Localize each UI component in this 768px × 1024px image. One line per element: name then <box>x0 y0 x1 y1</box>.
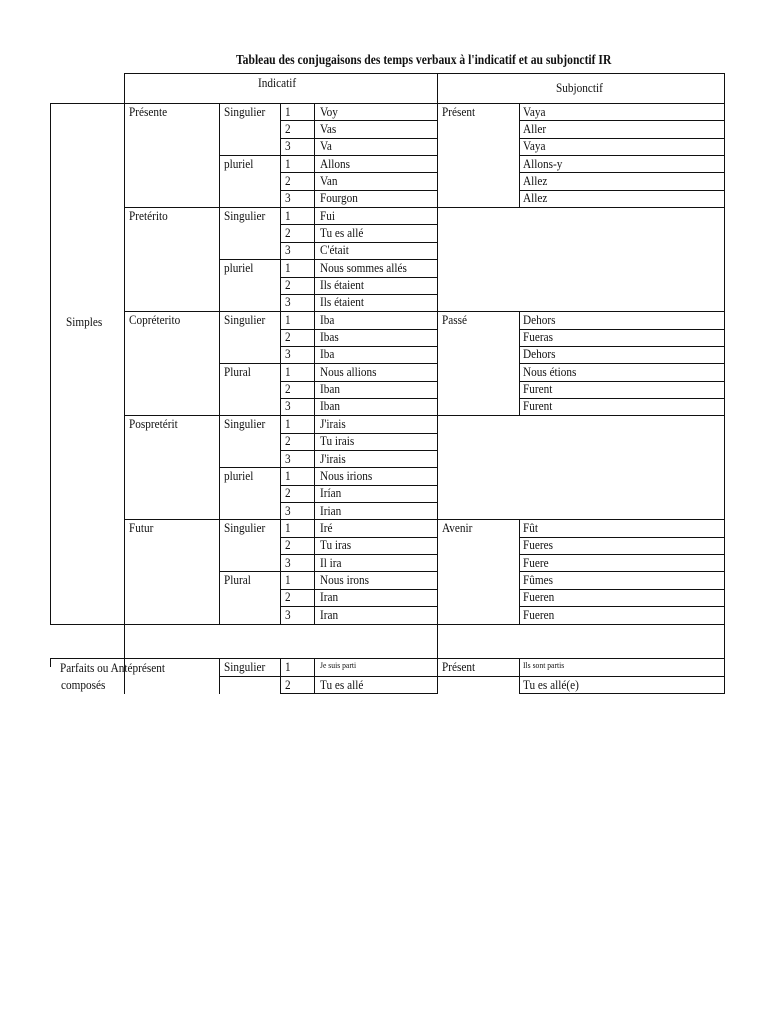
person-number: 2 <box>285 174 291 188</box>
subjonctif-form: Dehors <box>523 347 556 361</box>
subjonctif-form: Fueres <box>523 538 553 552</box>
column-rule <box>219 103 220 625</box>
indicatif-form: Fourgon <box>320 191 358 205</box>
person-number: 1 <box>285 209 291 223</box>
subjonctif-form: Vaya <box>523 139 546 153</box>
column-rule <box>280 658 281 694</box>
row-rule <box>124 73 725 74</box>
row-rule <box>280 693 438 694</box>
row-rule <box>124 311 725 312</box>
subjonctif-form: Fueren <box>523 590 555 604</box>
row-rule <box>280 155 438 156</box>
row-rule <box>519 693 725 694</box>
row-rule <box>280 398 438 399</box>
person-number: 1 <box>285 365 291 379</box>
indicatif-form: Nous sommes allés <box>320 261 407 275</box>
column-rule <box>437 658 438 694</box>
subjonctif-form: Fût <box>523 521 539 535</box>
column-rule <box>124 103 125 625</box>
column-rule <box>724 624 725 660</box>
subjonctif-form: Aller <box>523 122 547 136</box>
person-number: 3 <box>285 452 291 466</box>
person-number: 1 <box>285 313 291 327</box>
column-rule <box>124 73 125 104</box>
person-number: 3 <box>285 191 291 205</box>
indicatif-form: Ils étaient <box>320 278 365 292</box>
indicatif-form: Il ira <box>320 556 342 570</box>
row-rule <box>280 190 438 191</box>
subjonctif-tense: Avenir <box>442 521 473 535</box>
indicatif-form: J'irais <box>320 417 346 431</box>
indicatif-form: Irian <box>320 504 342 518</box>
column-rule <box>219 658 220 694</box>
row-rule <box>50 658 725 659</box>
indicatif-form: Ibas <box>320 330 339 344</box>
row-rule <box>280 120 438 121</box>
tense-label: Copréterito <box>129 313 181 327</box>
person-number: 3 <box>285 556 291 570</box>
subjonctif-tense: Présent <box>442 105 476 119</box>
row-rule <box>124 415 725 416</box>
person-number: 1 <box>285 157 291 171</box>
row-rule <box>280 346 438 347</box>
row-rule <box>280 172 438 173</box>
row-rule <box>519 606 725 607</box>
column-rule <box>314 103 315 625</box>
column-rule <box>724 103 725 625</box>
number-label: Singulier <box>224 313 266 327</box>
indicatif-form: Iba <box>320 313 335 327</box>
number-label: Singulier <box>224 105 266 119</box>
row-rule <box>280 554 438 555</box>
column-rule <box>50 103 51 625</box>
number-label: Singulier <box>224 521 266 535</box>
indicatif-form: C'était <box>320 243 349 257</box>
person-number: 2 <box>285 226 291 240</box>
row-rule <box>50 624 125 625</box>
subjonctif-form: Ils sont partis <box>523 660 565 670</box>
subjonctif-form: Fueren <box>523 608 555 622</box>
subjonctif-form: Furent <box>523 399 553 413</box>
composes-label: Parfaits ou Antéprésent <box>60 661 165 675</box>
row-rule <box>219 676 725 677</box>
row-rule <box>124 624 725 625</box>
subjonctif-form: Allez <box>523 174 548 188</box>
indicatif-form: Nous allions <box>320 365 377 379</box>
person-number: 3 <box>285 243 291 257</box>
person-number: 3 <box>285 295 291 309</box>
page-title: Tableau des conjugaisons des temps verbaux à l'indicatif et au subjonctif IR <box>236 52 612 67</box>
indicatif-form: Iban <box>320 399 340 413</box>
indicatif-form: Fui <box>320 209 336 223</box>
row-rule <box>280 537 438 538</box>
row-rule <box>280 138 438 139</box>
row-rule <box>280 224 438 225</box>
indicatif-form: Nous irions <box>320 469 373 483</box>
row-rule <box>519 363 725 364</box>
row-rule <box>50 103 125 104</box>
subjonctif-form: Nous étions <box>523 365 577 379</box>
person-number: 2 <box>285 278 291 292</box>
number-label: Singulier <box>224 660 266 674</box>
person-number: 2 <box>285 538 291 552</box>
simples-label: Simples <box>66 315 103 329</box>
row-rule <box>219 363 281 364</box>
row-rule <box>280 381 438 382</box>
person-number: 1 <box>285 261 291 275</box>
row-rule <box>519 571 725 572</box>
number-label: pluriel <box>224 261 254 275</box>
person-number: 1 <box>285 521 291 535</box>
subjonctif-tense: Passé <box>442 313 468 327</box>
number-label: Singulier <box>224 417 266 431</box>
person-number: 2 <box>285 486 291 500</box>
indicatif-header: Indicatif <box>258 76 297 90</box>
subjonctif-tense: Présent <box>442 660 476 674</box>
indicatif-form: J'irais <box>320 452 346 466</box>
person-number: 3 <box>285 608 291 622</box>
person-number: 1 <box>285 573 291 587</box>
row-rule <box>280 606 438 607</box>
row-rule <box>219 467 281 468</box>
column-rule <box>280 103 281 625</box>
row-rule <box>280 329 438 330</box>
number-label: Singulier <box>224 209 266 223</box>
tense-label: Présente <box>129 105 168 119</box>
indicatif-form: Je suis parti <box>320 660 357 670</box>
tense-label: Pretérito <box>129 209 168 223</box>
composes-label: composés <box>61 678 106 692</box>
indicatif-form: Voy <box>320 105 338 119</box>
row-rule <box>280 502 438 503</box>
column-rule <box>519 311 520 416</box>
column-rule <box>124 624 125 660</box>
subjonctif-form: Furent <box>523 382 553 396</box>
subjonctif-form: Dehors <box>523 313 556 327</box>
row-rule <box>219 155 281 156</box>
person-number: 3 <box>285 347 291 361</box>
column-rule <box>437 73 438 104</box>
tense-label: Pospretérit <box>129 417 178 431</box>
indicatif-form: Va <box>320 139 332 153</box>
person-number: 1 <box>285 417 291 431</box>
indicatif-form: Iba <box>320 347 335 361</box>
subjonctif-form: Fûmes <box>523 573 554 587</box>
row-rule <box>280 589 438 590</box>
indicatif-form: Vas <box>320 122 337 136</box>
row-rule <box>280 363 438 364</box>
row-rule <box>519 172 725 173</box>
row-rule <box>519 190 725 191</box>
row-rule <box>280 242 438 243</box>
row-rule <box>124 207 725 208</box>
column-rule <box>50 658 51 667</box>
indicatif-form: Iran <box>320 590 339 604</box>
person-number: 1 <box>285 469 291 483</box>
indicatif-form: Tu iras <box>320 538 352 552</box>
person-number: 1 <box>285 660 291 674</box>
row-rule <box>519 138 725 139</box>
row-rule <box>280 571 438 572</box>
column-rule <box>519 103 520 208</box>
column-rule <box>437 103 438 625</box>
column-rule <box>314 658 315 694</box>
column-rule <box>724 73 725 104</box>
indicatif-form: Iré <box>320 521 333 535</box>
person-number: 3 <box>285 139 291 153</box>
row-rule <box>519 554 725 555</box>
indicatif-form: Ils étaient <box>320 295 365 309</box>
row-rule <box>280 450 438 451</box>
subjonctif-form: Fueras <box>523 330 553 344</box>
indicatif-form: Allons <box>320 157 351 171</box>
row-rule <box>124 103 725 104</box>
person-number: 2 <box>285 330 291 344</box>
person-number: 2 <box>285 382 291 396</box>
column-rule <box>724 658 725 694</box>
subjonctif-form: Allez <box>523 191 548 205</box>
number-label: pluriel <box>224 469 254 483</box>
person-number: 3 <box>285 399 291 413</box>
number-label: Plural <box>224 573 251 587</box>
person-number: 2 <box>285 122 291 136</box>
subjonctif-form: Tu es allé(e) <box>523 678 579 692</box>
column-rule <box>519 658 520 694</box>
row-rule <box>519 120 725 121</box>
number-label: Plural <box>224 365 251 379</box>
subjonctif-form: Fuere <box>523 556 549 570</box>
indicatif-form: Iban <box>320 382 340 396</box>
indicatif-form: Tu es allé <box>320 226 364 240</box>
person-number: 2 <box>285 590 291 604</box>
tense-label: Futur <box>129 521 154 535</box>
row-rule <box>280 467 438 468</box>
person-number: 3 <box>285 504 291 518</box>
indicatif-form: Irían <box>320 486 342 500</box>
subjonctif-header: Subjonctif <box>556 81 603 95</box>
row-rule <box>280 259 438 260</box>
row-rule <box>219 571 281 572</box>
indicatif-form: Nous irons <box>320 573 370 587</box>
row-rule <box>219 259 281 260</box>
indicatif-form: Tu es allé <box>320 678 364 692</box>
indicatif-form: Iran <box>320 608 339 622</box>
person-number: 1 <box>285 105 291 119</box>
row-rule <box>124 519 725 520</box>
row-rule <box>280 485 438 486</box>
column-rule <box>437 624 438 660</box>
indicatif-form: Tu irais <box>320 434 355 448</box>
number-label: pluriel <box>224 157 254 171</box>
column-rule <box>519 519 520 624</box>
subjonctif-form: Vaya <box>523 105 546 119</box>
person-number: 2 <box>285 434 291 448</box>
subjonctif-form: Allons-y <box>523 157 563 171</box>
row-rule <box>519 155 725 156</box>
indicatif-form: Van <box>320 174 338 188</box>
person-number: 2 <box>285 678 291 692</box>
row-rule <box>280 433 438 434</box>
